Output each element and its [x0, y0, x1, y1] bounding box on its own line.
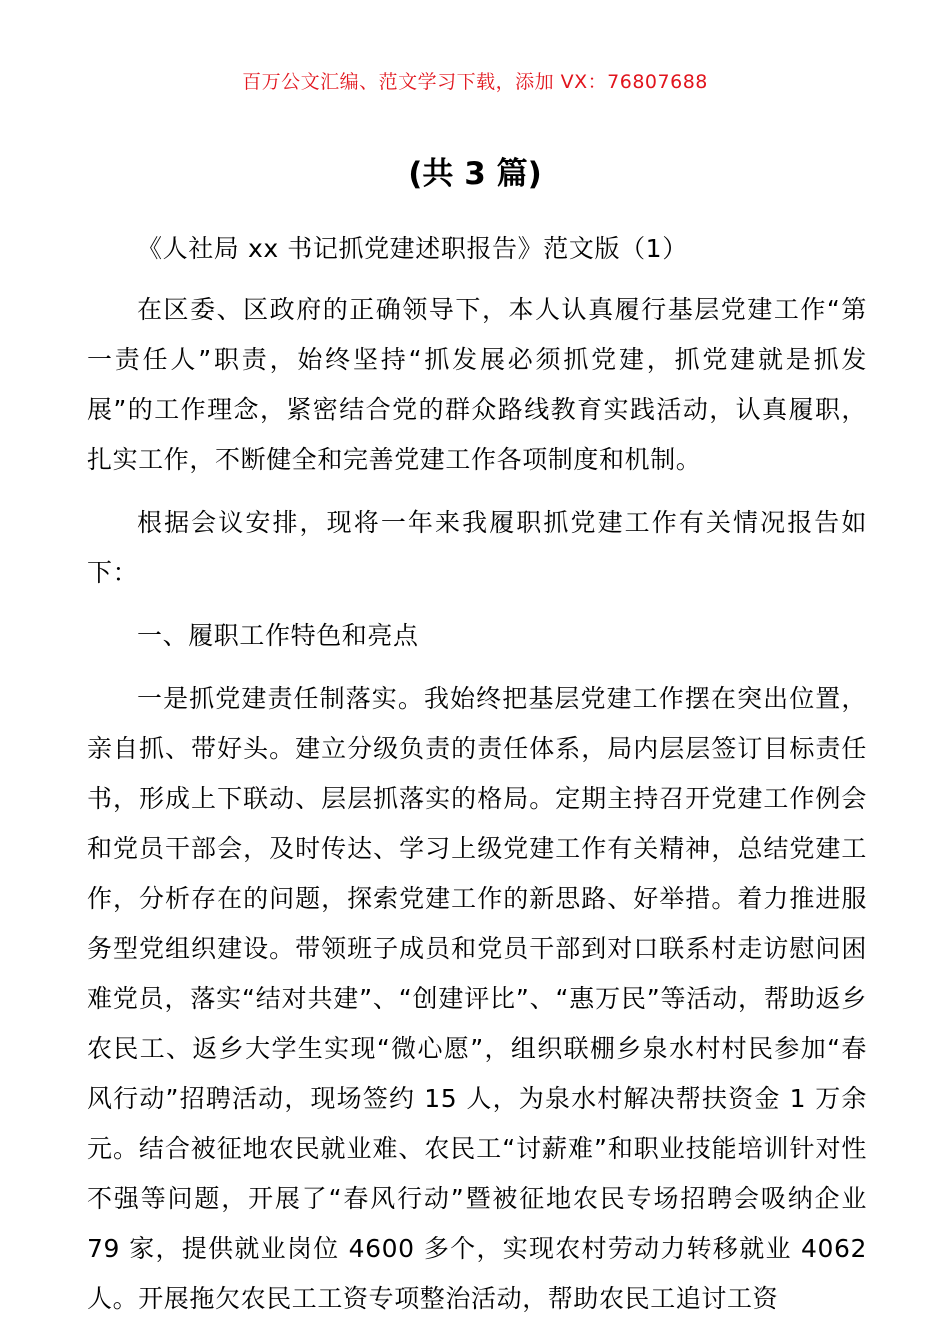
paragraph-arrangement: 根据会议安排，现将一年来我履职抓党建工作有关情况报告如下：: [87, 508, 867, 587]
paragraph-intro: 在区委、区政府的正确领导下，本人认真履行基层党建工作“第一责任人”职责，始终坚持“抓发展必须抓党建，抓党建就是抓发展”的工作理念，紧密结合党的群众路线教育实践活动，认真履职，扎实工作，不断健全和完善党建工作各项制度和机制。: [87, 295, 867, 474]
article-body: [87, 224, 867, 1337]
doc-title: (共 3 篇): [408, 156, 542, 192]
paragraph-responsibility: 一是抓党建责任制落实。我始终把基层党建工作摆在突出位置，亲自抓、带好头。建立分级负责的责任体系，局内层层签订目标责任书，形成上下联动、层层抓落实的格局。定期主持召开党建工作例会和党员干部会，及时传达、学习上级党建工作有关精神，总结党建工作，分析存在的问题，探索党建工作的新思路、好举措。着力推进服务型党组织建设。带领班子成员和党员干部到对口联系村走访慰问困难党员，落实“结对共建”、“创建评比”、“惠万民”等活动，帮助返乡农民工、返乡大学生实现“微心愿”，组织联棚乡泉水村村民参加“春风行动”招聘活动，现场签约 15 人，为泉水村解决帮扶资金 1 万余元。结合被征地农民就业难、农民工“讨薪难”和职业技能培训针对性不强等问题，开展了“春风行动”暨被征地农民专场招聘会吸纳企业 79 家，提供就业岗位 4600 多个，实现农村劳动力转移就业 4062 人。开展拖欠农民工工资专项整治活动，帮助农民工追讨工资: [87, 684, 867, 1313]
section-heading: 一、履职工作特色和亮点: [137, 621, 419, 650]
header-note: 百万公文汇编、范文学习下载，添加 VX：76807688: [242, 71, 708, 93]
article-subtitle: 《人社局 xx 书记抓党建述职报告》范文版（1）: [137, 234, 688, 263]
